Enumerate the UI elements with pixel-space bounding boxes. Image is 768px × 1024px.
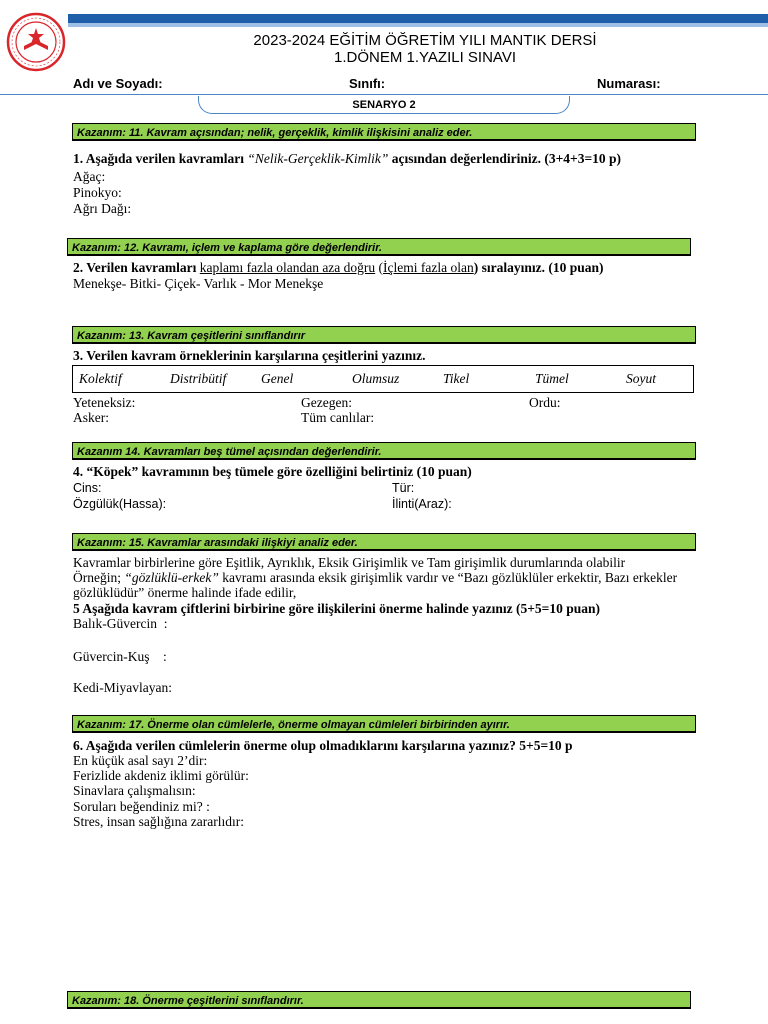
q6-item: Sinavlara çalışmalısın: xyxy=(73,783,196,798)
exam-title: 2023-2024 EĞİTİM ÖĞRETİM YILI MANTIK DERSİ xyxy=(253,32,597,49)
q4-item: İlinti(Araz): xyxy=(392,497,452,511)
header-band-light xyxy=(68,23,768,27)
scenario-tab: SENARYO 2 xyxy=(198,96,570,114)
meb-seal-icon xyxy=(6,12,66,72)
question-2: 2. Verilen kavramları kaplamı fazla olandan aza doğru (İçlemi fazla olan) sıralayınız. (10 puan) xyxy=(73,260,604,275)
type-label: Soyut xyxy=(626,371,656,386)
number-label: Numarası: xyxy=(597,76,661,91)
question-5: 5 Aşağıda kavram çiftlerini birbirine göre ilişkilerini önerme halinde yazınız (5+5=10 puan) xyxy=(73,601,601,616)
outcome-17: Kazanım: 17. Önerme olan cümlelerle, önerme olmayan cümleleri birbirinden ayırır. xyxy=(72,715,696,733)
type-label: Tümel xyxy=(535,371,569,386)
outcome-12: Kazanım: 12. Kavramı, içlem ve kaplama göre değerlendirir. xyxy=(67,238,691,256)
q2-list: Menekşe- Bitki- Çiçek- Varlık - Mor Menekşe xyxy=(73,276,324,291)
q4-item: Özgülük(Hassa): xyxy=(73,497,167,511)
concept-types-box xyxy=(72,365,694,393)
q3-item: Ordu: xyxy=(529,395,561,410)
q5-item: Güvercin-Kuş : xyxy=(73,649,167,664)
q4-item: Tür: xyxy=(392,481,415,495)
q3-item: Yeteneksiz: xyxy=(73,395,136,410)
q6-item: Stres, insan sağlığına zararlıdır: xyxy=(73,814,244,829)
question-6: 6. Aşağıda verilen cümlelerin önerme olup olmadıklarını karşılarına yazınız? 5+5=10 p xyxy=(73,738,573,753)
question-3: 3. Verilen kavram örneklerinin karşılarına çeşitlerini yazınız. xyxy=(73,348,426,363)
question-1: 1. Aşağıda verilen kavramları “Nelik-Gerçeklik-Kimlik” açısından değerlendiriniz. (3+4+3=10 p) xyxy=(73,151,622,166)
name-label: Adı ve Soyadı: xyxy=(73,76,163,91)
q5-intro: gözlüklüdür” önerme halinde ifade edilir, xyxy=(73,585,297,600)
q1-item: Ağrı Dağı: xyxy=(73,201,132,216)
q6-item: Ferizlide akdeniz iklimi görülür: xyxy=(73,768,249,783)
class-label: Sınıfı: xyxy=(349,76,386,91)
outcome-15: Kazanım: 15. Kavramlar arasındaki ilişkiyi analiz eder. xyxy=(72,533,696,551)
q6-item: Soruları beğendiniz mi? : xyxy=(73,799,210,814)
q5-intro: Kavramlar birbirlerine göre Eşitlik, Ayrıklık, Eksik Girişimlik ve Tam girişimlik durumlarında olabilir xyxy=(73,555,626,570)
q6-item: En küçük asal sayı 2’dir: xyxy=(73,753,208,768)
outcome-18: Kazanım: 18. Önerme çeşitlerini sınıflandırır. xyxy=(67,991,691,1009)
q5-intro: Örneğin; “gözlüklü-erkek” kavramı arasında eksik girişimlik vardır ve “Bazı gözlüklüler erkektir, Bazı erkekler xyxy=(73,570,678,585)
q3-item: Tüm canlılar: xyxy=(301,410,375,425)
exam-subtitle: 1.DÖNEM 1.YAZILI SINAVI xyxy=(334,49,516,66)
q3-item: Gezegen: xyxy=(301,395,352,410)
q1-item: Pinokyo: xyxy=(73,185,122,200)
q3-item: Asker: xyxy=(73,410,109,425)
q4-item: Cins: xyxy=(73,481,102,495)
type-label: Olumsuz xyxy=(352,371,400,386)
type-label: Distribütif xyxy=(170,371,227,386)
q5-item: Balık-Güvercin : xyxy=(73,616,168,631)
header-band xyxy=(68,14,768,23)
q5-item: Kedi-Miyavlayan: xyxy=(73,680,172,695)
type-label: Genel xyxy=(261,371,294,386)
type-label: Kolektif xyxy=(79,371,122,386)
outcome-11: Kazanım: 11. Kavram açısından; nelik, gerçeklik, kimlik ilişkisini analiz eder. xyxy=(72,123,696,141)
question-4: 4. “Köpek” kavramının beş tümele göre özelliğini belirtiniz (10 puan) xyxy=(73,464,472,479)
type-label: Tikel xyxy=(443,371,470,386)
q1-item: Ağaç: xyxy=(73,169,106,184)
outcome-13: Kazanım: 13. Kavram çeşitlerini sınıflandırır xyxy=(72,326,696,344)
outcome-14: Kazanım 14. Kavramları beş tümel açısından değerlendirir. xyxy=(72,442,696,460)
header-divider xyxy=(0,94,768,95)
